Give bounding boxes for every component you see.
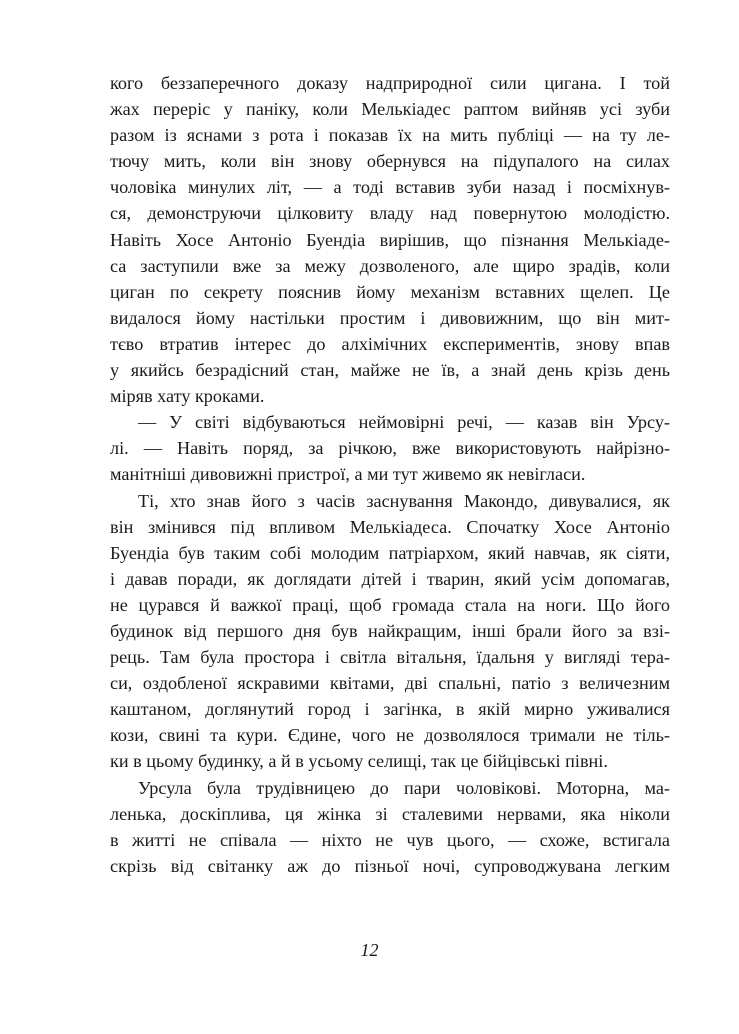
text-line: чоловіка минулих літ, — а тоді вставив зуби назад і посміхнув- [110, 177, 670, 198]
text-line: циган по секрету пояснив йому механізм вставних щелеп. Це [110, 281, 670, 302]
text-line: кози, свині та кури. Єдине, чого не дозволялося тримали не тіль- [110, 725, 670, 746]
text-line: будинок від першого дня був найкращим, інші брали його за взі- [110, 620, 670, 641]
text-line: си, оздобленої яскравими квітами, дві спальні, патіо з величезним [110, 673, 670, 694]
text-line: рець. Там була простора і світла вітальня, їдальня у вигляді тера- [110, 647, 670, 668]
text-line: кого беззаперечного доказу надприродної сили цигана. І той [110, 73, 670, 93]
text-line: і давав поради, як доглядати дітей і тварин, який усім допомагав, [110, 568, 670, 589]
text-line: са заступили вже за межу дозволеного, але щиро зрадів, коли [110, 255, 670, 276]
paragraph-4 [110, 775, 670, 879]
text-line: ленька, доскіплива, ця жінка зі сталевими нервами, яка ніколи [110, 803, 670, 824]
text-line: скрізь від світанку аж до пізньої ночі, супроводжувана легким [110, 855, 670, 876]
text-line: Ті, хто знав його з часів заснування Макондо, дивувалися, як [138, 490, 670, 511]
text-line: Навіть Хосе Антоніо Буендіа вирішив, що пізнання Мелькіаде- [110, 229, 670, 250]
paragraph-3 [110, 488, 670, 775]
paragraph-2 [110, 409, 670, 487]
text-line: манітніші дивовижні пристрої, а ми тут живемо як невігласи. [110, 464, 586, 485]
text-line: ки в цьому будинку, а й в усьому селищі, так це бійцівські півні. [110, 751, 608, 772]
text-line: він змінився під впливом Мелькіадеса. Спочатку Хосе Антоніо [110, 516, 670, 537]
text-line: в житті не співала — ніхто не чув цього, — схоже, встигала [110, 829, 670, 850]
text-line: Урсула була трудівницею до пари чоловікові. Моторна, ма- [138, 777, 670, 798]
text-line: видалося йому настільки простим і дивовижним, що він мит- [110, 307, 670, 328]
paragraph-1 [110, 70, 670, 409]
text-line: міряв хату кроками. [110, 386, 265, 407]
text-line: Буендіа був таким собі молодим патріархом, який навчав, як сіяти, [110, 542, 670, 563]
text-line: лі. — Навіть поряд, за річкою, вже використовують найрізно- [110, 438, 670, 459]
text-line: тєво втратив інтерес до алхімічних експериментів, знову впав [110, 333, 670, 354]
page-body [110, 70, 670, 879]
text-line: у якийсь безрадісний стан, майже не їв, а знай день крізь день [110, 360, 670, 381]
text-line: не цурався й важкої праці, щоб громада стала на ноги. Що його [110, 594, 670, 615]
text-line: разом із яснами з рота і показав їх на мить публіці — на ту ле- [110, 125, 670, 146]
text-line: жах переріс у паніку, коли Мелькіадес раптом вийняв усі зуби [110, 99, 670, 120]
text-line: тючу мить, коли він знову обернувся на підупалого на силах [110, 151, 670, 172]
page-number: 12 [360, 940, 379, 960]
text-line: ся, демонструючи цілковиту владу над повернутою молодістю. [110, 203, 670, 224]
text-line: — У світі відбуваються неймовірні речі, — казав він Урсу- [138, 412, 670, 433]
text-line: каштаном, доглянутий город і загінка, в якій мирно уживалися [110, 699, 670, 720]
